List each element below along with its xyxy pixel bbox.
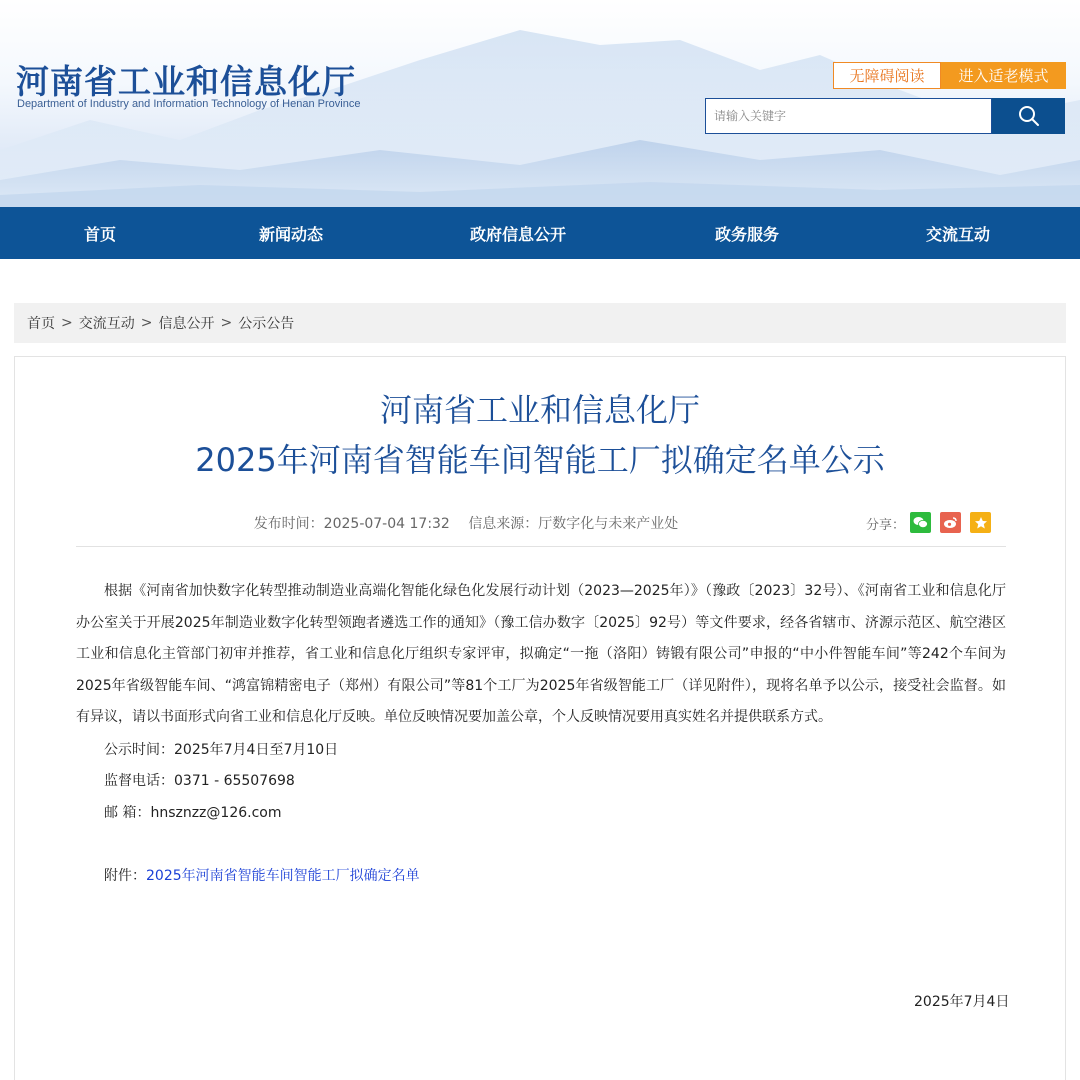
- breadcrumb-separator: >: [140, 315, 153, 331]
- breadcrumb: [14, 303, 1066, 343]
- breadcrumb-separator: >: [61, 315, 73, 331]
- nav-item-interaction[interactable]: 交流互动: [926, 224, 991, 244]
- breadcrumb-home[interactable]: 首页: [27, 316, 55, 332]
- publish-time: 发布时间：2025-07-04 17:32: [253, 516, 450, 532]
- contact-email: 邮 箱：hnsznzz@126.com: [104, 805, 282, 821]
- elder-mode-button[interactable]: 进入适老模式: [941, 62, 1066, 89]
- site-header: [0, 0, 1080, 207]
- article-meta: [0, 513, 932, 533]
- weibo-share-icon[interactable]: [940, 512, 961, 533]
- wechat-share-icon[interactable]: [910, 512, 931, 533]
- attachment-label: 附件：: [104, 868, 146, 884]
- nav-item-home[interactable]: 首页: [84, 224, 117, 244]
- nav-item-services[interactable]: 政务服务: [715, 224, 780, 244]
- share-label: 分享：: [866, 518, 906, 533]
- site-logo-title[interactable]: 河南省工业和信息化厅: [16, 62, 356, 101]
- article-title-line1: 河南省工业和信息化厅: [379, 391, 700, 429]
- nav-item-government-info[interactable]: 政府信息公开: [470, 224, 567, 244]
- favorite-star-icon[interactable]: [970, 512, 991, 533]
- attachment-row: [104, 865, 420, 885]
- site-logo-subtitle: Department of Industry and Information Technology of Henan Province: [17, 98, 361, 110]
- search-box: [705, 98, 992, 134]
- search-input[interactable]: [706, 99, 991, 133]
- nav-item-news[interactable]: 新闻动态: [259, 224, 324, 244]
- breadcrumb-announcements[interactable]: 公示公告: [238, 316, 295, 332]
- search-icon: [1018, 105, 1040, 127]
- article-body-paragraph: 根据《河南省加快数字化转型推动制造业高端化智能化绿色化发展行动计划（2023—2025年）》（豫政〔2023〕32号）、《河南省工业和信息化厅办公室关于开展2025年制造业数字化转型领跑者遴选工作的通知》（豫工信办数字〔2025〕92号）等文件要求，经各省辖市、济源示范区、航空港区工业和信息化主管部门初审并推荐，省工业和信息化厅组织专家评审，拟确定“一拖（洛阳）铸锻有限公司”申报的“中小件智能车间”等242个车间为2025年省级智能车间、“鸿富锦精密电子（郑州）有限公司”等81个工厂为2025年省级智能工厂（详见附件），现将名单予以公示，接受社会监督。如有异议，请以书面形式向省工业和信息化厅反映。单位反映情况要加盖公章，个人反映情况要用真实姓名并提供联系方式。: [76, 583, 1006, 725]
- article-divider: [76, 546, 1006, 547]
- breadcrumb-separator: >: [220, 315, 233, 331]
- attachment-link[interactable]: 2025年河南省智能车间智能工厂拟确定名单: [146, 868, 420, 884]
- breadcrumb-interaction[interactable]: 交流互动: [78, 316, 135, 332]
- breadcrumb-info-public[interactable]: 信息公开: [158, 316, 215, 332]
- article-date-signature: 2025年7月4日: [914, 994, 1010, 1010]
- publicity-period: 公示时间：2025年7月4日至7月10日: [104, 742, 339, 758]
- article-title-line2: 2025年河南省智能车间智能工厂拟确定名单公示: [195, 441, 885, 479]
- accessibility-reading-button[interactable]: 无障碍阅读: [833, 62, 941, 89]
- supervision-phone: 监督电话：0371 - 65507698: [104, 773, 295, 789]
- article-source: 信息来源：厅数字化与未来产业处: [468, 516, 679, 532]
- search-button[interactable]: [992, 98, 1065, 134]
- main-nav: [0, 207, 1080, 259]
